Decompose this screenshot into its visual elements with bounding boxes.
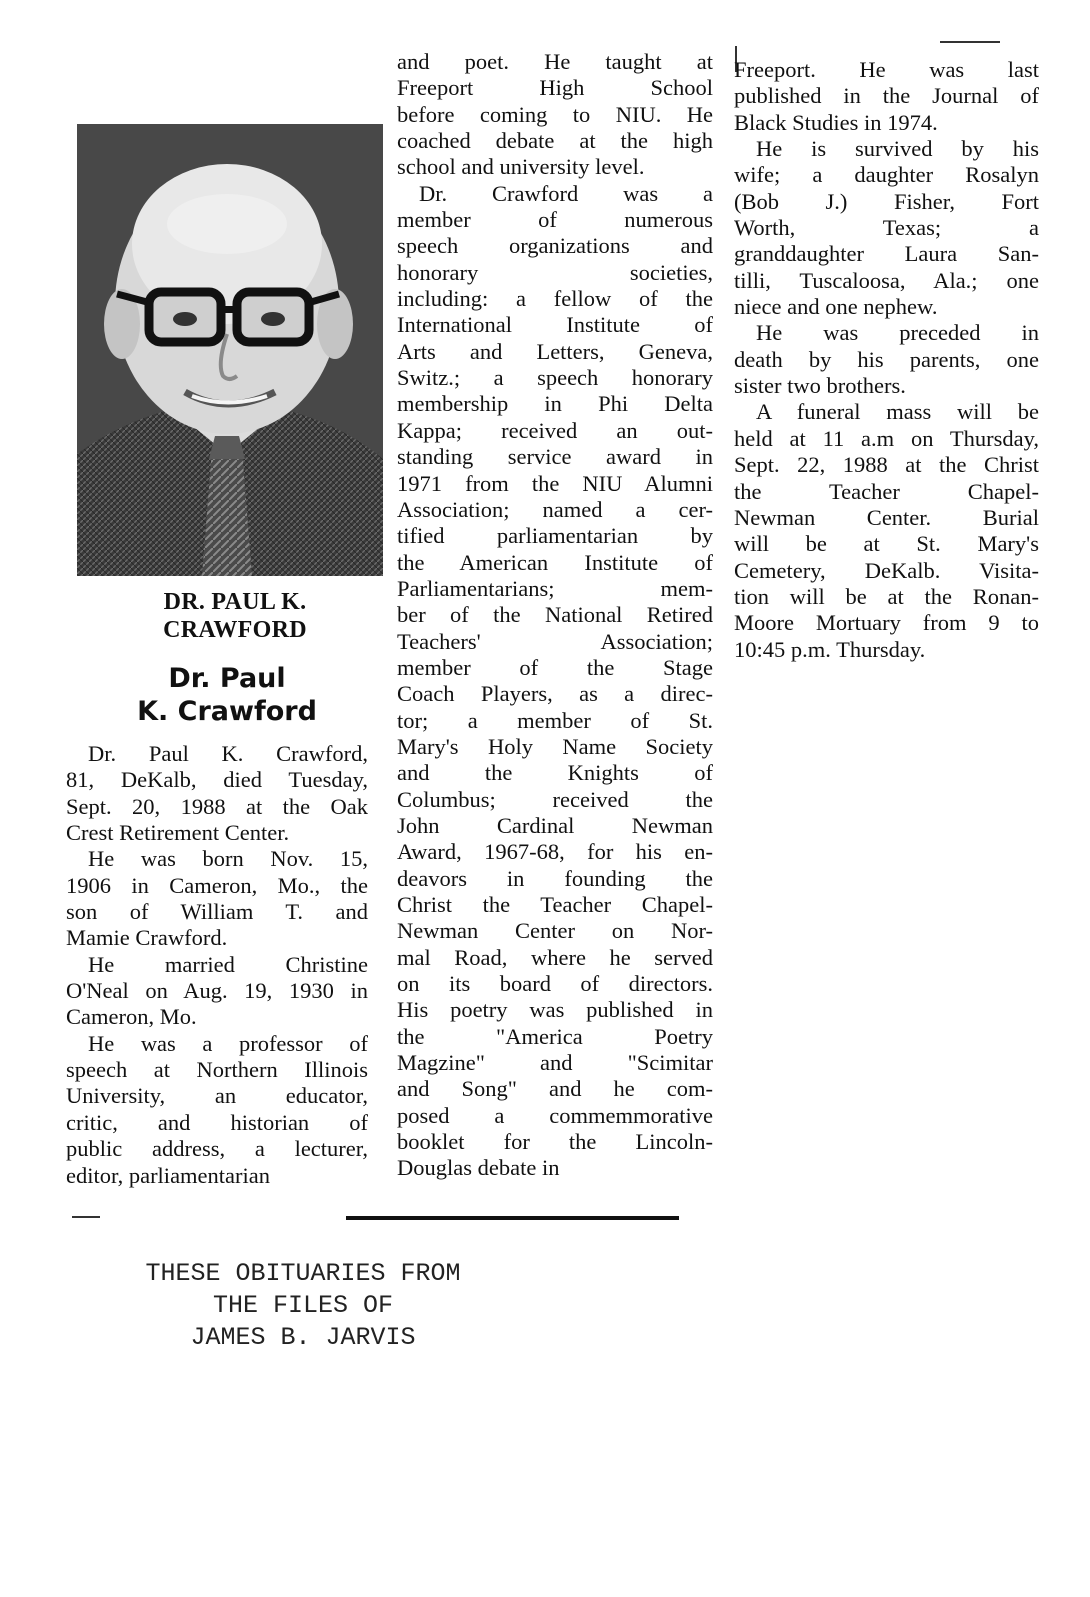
- text-line: the American Institute of: [397, 549, 713, 575]
- paragraph: [734, 320, 1039, 399]
- paragraph: [66, 1031, 368, 1189]
- text-line: held at 11 a.m on Thursday,: [734, 425, 1039, 451]
- text-line: deavors in founding the: [397, 865, 713, 891]
- text-line: He was born Nov. 15,: [88, 846, 368, 872]
- portrait-illustration: [77, 124, 383, 576]
- text-line: Worth, Texas; a: [734, 215, 1039, 241]
- text-line: mal Road, where he served: [397, 944, 713, 970]
- text-line: member of numerous: [397, 207, 713, 233]
- headline-line: Dr. Paul: [168, 663, 286, 694]
- text-line: Black Studies in 1974.: [734, 109, 938, 135]
- text-line: Sept. 22, 1988 at the Christ: [734, 452, 1039, 478]
- text-line: member of the Stage: [397, 654, 713, 680]
- text-line: Christ the Teacher Chapel-: [397, 892, 713, 917]
- text-line: 1971 from the NIU Alumni: [397, 470, 713, 496]
- text-line: Coach Players, as a direc-: [397, 681, 713, 707]
- text-line: coached debate at the high: [397, 128, 713, 154]
- text-column-1: [66, 741, 368, 1189]
- text-line: and Song" and he com-: [397, 1076, 713, 1102]
- text-line: Award, 1967-68, for his en-: [397, 839, 713, 865]
- text-line: the Teacher Chapel-: [734, 478, 1039, 504]
- text-line: (Bob J.) Fisher, Fort: [734, 188, 1039, 214]
- text-line: niece and one nephew.: [734, 294, 938, 320]
- text-line: tion will be at the Ronan-: [734, 583, 1039, 609]
- text-line: published in the Journal of: [734, 83, 1039, 109]
- text-line: booklet for the Lincoln-: [397, 1129, 713, 1155]
- text-line: posed a commemmorative: [397, 1102, 713, 1128]
- text-line: Freeport High School: [397, 75, 713, 101]
- paragraph: [397, 181, 713, 1182]
- text-line: including: a fellow of the: [397, 286, 713, 312]
- text-line: Moore Mortuary from 9 to: [734, 610, 1039, 636]
- text-line: His poetry was published in: [397, 997, 713, 1023]
- headline-line: K. Crawford: [137, 696, 317, 727]
- text-line: John Cardinal Newman: [397, 812, 713, 838]
- text-line: speech organizations and: [397, 233, 713, 259]
- text-line: University, an educator,: [66, 1083, 368, 1109]
- text-line: Mamie Crawford.: [66, 925, 228, 951]
- paragraph: [66, 741, 368, 846]
- text-line: death by his parents, one: [734, 346, 1039, 372]
- text-line: and poet. He taught at: [397, 49, 713, 74]
- text-line: on its board of directors.: [397, 971, 713, 997]
- text-line: ber of the National Retired: [397, 602, 713, 628]
- text-line: honorary societies,: [397, 259, 713, 285]
- text-line: A funeral mass will be: [756, 399, 1039, 425]
- text-line: Sept. 20, 1988 at the Oak: [66, 793, 368, 819]
- text-line: critic, and historian of: [66, 1109, 368, 1135]
- archive-note-line: THESE OBITUARIES FROM: [145, 1259, 461, 1288]
- text-column-3: [734, 57, 1039, 663]
- bottom-rule: [346, 1216, 679, 1220]
- text-line: 10:45 p.m. Thursday.: [734, 636, 926, 662]
- text-line: Cemetery, DeKalb. Visita-: [734, 557, 1039, 583]
- text-line: public address, a lecturer,: [66, 1136, 368, 1162]
- text-line: granddaughter Laura San-: [734, 241, 1039, 267]
- text-line: Parliamentarians; mem-: [397, 575, 713, 601]
- text-line: son of William T. and: [66, 899, 368, 925]
- text-line: He is survived by his: [756, 136, 1039, 162]
- text-line: 1906 in Cameron, Mo., the: [66, 872, 368, 898]
- text-line: Dr. Crawford was a: [419, 180, 713, 206]
- text-line: Arts and Letters, Geneva,: [397, 338, 713, 364]
- text-line: Columbus; received the: [397, 786, 713, 812]
- archive-note: [118, 1258, 488, 1354]
- text-line: Cameron, Mo.: [66, 1004, 197, 1030]
- caption-line: DR. PAUL K.: [163, 589, 307, 615]
- paragraph: [66, 952, 368, 1031]
- text-line: Newman Center on Nor-: [397, 918, 713, 944]
- archive-note-line: JAMES B. JARVIS: [190, 1323, 416, 1352]
- text-line: editor, parliamentarian: [66, 1162, 271, 1188]
- text-line: will be at St. Mary's: [734, 531, 1039, 557]
- caption-line: CRAWFORD: [163, 617, 307, 643]
- text-line: Douglas debate in: [397, 1155, 560, 1181]
- text-line: Dr. Paul K. Crawford,: [88, 741, 368, 766]
- text-line: and the Knights of: [397, 760, 713, 786]
- text-line: Mary's Holy Name Society: [397, 733, 713, 759]
- text-line: Newman Center. Burial: [734, 504, 1039, 530]
- text-line: International Institute of: [397, 312, 713, 338]
- text-line: Switz.; a speech honorary: [397, 365, 713, 391]
- text-line: membership in Phi Delta: [397, 391, 713, 417]
- text-line: Teachers' Association;: [397, 628, 713, 654]
- text-line: school and university level.: [397, 154, 645, 180]
- text-line: the "America Poetry: [397, 1023, 713, 1049]
- text-line: He was a professor of: [88, 1030, 368, 1056]
- text-column-2: [397, 49, 713, 1182]
- text-line: He was preceded in: [756, 320, 1039, 346]
- text-line: 81, DeKalb, died Tuesday,: [66, 767, 368, 793]
- text-line: tified parliamentarian by: [397, 523, 713, 549]
- obituary-headline: [95, 662, 359, 728]
- text-line: standing service award in: [397, 444, 713, 470]
- text-line: wife; a daughter Rosalyn: [734, 162, 1039, 188]
- paragraph: [734, 399, 1039, 662]
- text-line: tor; a member of St.: [397, 707, 713, 733]
- paragraph: [66, 846, 368, 951]
- text-line: Freeport. He was last: [734, 57, 1039, 82]
- portrait-photo: [77, 124, 383, 576]
- archive-note-line: THE FILES OF: [212, 1291, 394, 1320]
- text-line: Association; named a cer-: [397, 496, 713, 522]
- text-line: sister two brothers.: [734, 373, 906, 399]
- text-line: Crest Retirement Center.: [66, 820, 290, 846]
- text-line: speech at Northern Illinois: [66, 1057, 368, 1083]
- paragraph: [734, 136, 1039, 320]
- paragraph: [734, 57, 1039, 136]
- paragraph: [397, 49, 713, 181]
- photo-caption: [120, 588, 350, 644]
- text-line: O'Neal on Aug. 19, 1930 in: [66, 978, 368, 1004]
- text-line: before coming to NIU. He: [397, 101, 713, 127]
- text-line: He married Christine: [88, 951, 368, 977]
- top-right-rule: [940, 41, 1000, 43]
- text-line: Kappa; received an out-: [397, 417, 713, 443]
- bottom-left-rule: [72, 1216, 100, 1218]
- text-line: tilli, Tuscaloosa, Ala.; one: [734, 267, 1039, 293]
- text-line: Magzine" and "Scimitar: [397, 1050, 713, 1076]
